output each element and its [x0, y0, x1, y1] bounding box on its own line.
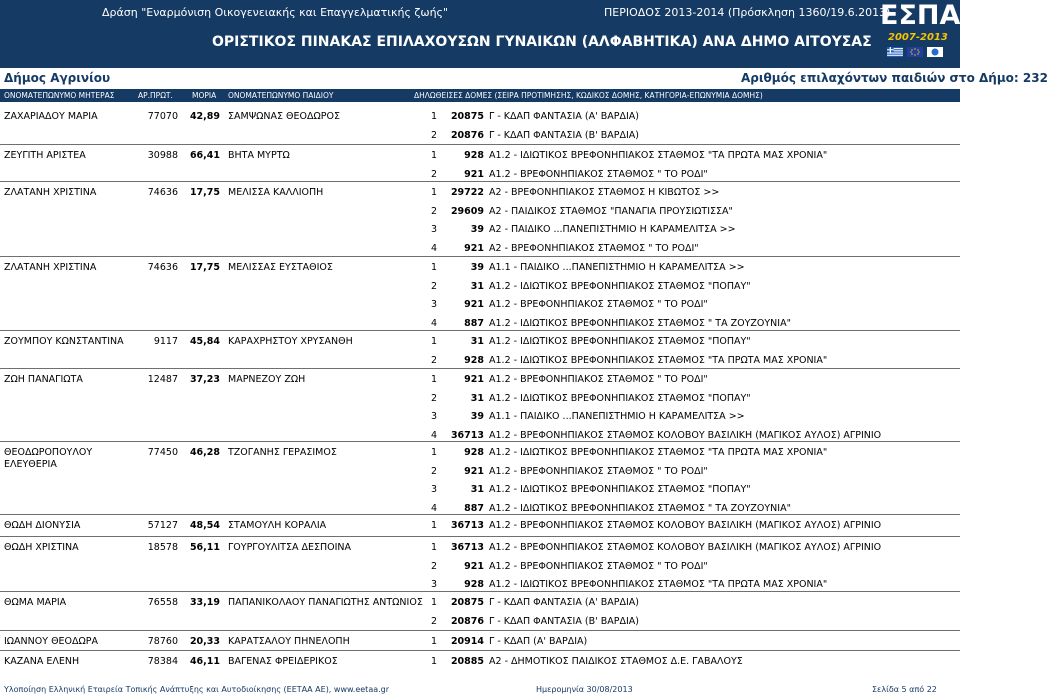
- structure-code: 921: [464, 465, 484, 477]
- logo-wordmark: ΕΣΠΑ: [880, 0, 961, 31]
- child-name: ΣΤΑΜΟΥΛΗ ΚΟΡΑΛΙΑ: [228, 520, 327, 531]
- points: 20,33: [189, 636, 220, 647]
- structure-code: 928: [464, 579, 484, 590]
- row-separator: [0, 630, 960, 631]
- structure-code: 921: [464, 168, 484, 180]
- mother-name: ΖΑΧΑΡΙΑΔΟΥ ΜΑΡΙΑ: [4, 111, 98, 122]
- child-name: ΓΟΥΡΓΟΥΛΙΤΣΑ ΔΕΣΠΟΙΝΑ: [228, 542, 352, 553]
- child-name: ΠΑΠΑΝΙΚΟΛΑΟΥ ΠΑΝΑΓΙΩΤΗΣ ΑΝΤΩΝΙΟΣ: [228, 597, 423, 608]
- footer-date: Ημερομηνία 30/08/2013: [536, 685, 633, 694]
- preference-order: 1: [431, 656, 438, 667]
- structure-name: Γ - ΚΔΑΠ ΦΑΝΤΑΣΙΑ (Α' ΒΑΡΔΙΑ): [489, 111, 639, 122]
- structure-code: 20875: [450, 111, 484, 122]
- preference-order: 1: [431, 520, 438, 531]
- structure-name: Α1.2 - ΒΡΕΦΟΝΗΠΙΑΚΟΣ ΣΤΑΘΜΟΣ " ΤΟ ΡΟΔΙ": [489, 560, 708, 572]
- protocol-number: 18578: [147, 542, 178, 553]
- structure-name: Α1.2 - ΙΔΙΩΤΙΚΟΣ ΒΡΕΦΟΝΗΠΙΑΚΟΣ ΣΤΑΘΜΟΣ "ΤΑ ΠΡΩΤΑ ΜΑΣ ΧΡΟΝΙΑ": [489, 447, 828, 458]
- structure-name: Α1.1 - ΠΑΙΔΙΚΟ ...ΠΑΝΕΠΙΣΤΗΜΙΟ Η ΚΑΡΑΜΕΛΙΤΣΑ >>: [489, 262, 745, 273]
- preference-order: 1: [431, 111, 438, 122]
- preference-order: 2: [431, 465, 438, 477]
- points: 17,75: [189, 262, 220, 273]
- structure-code: 928: [464, 150, 484, 161]
- preference-order: 1: [431, 447, 438, 458]
- preference-order: 2: [431, 280, 438, 292]
- row-separator: [0, 441, 960, 442]
- structure-code: 928: [464, 447, 484, 458]
- structure-name: Α1.2 - ΙΔΙΩΤΙΚΟΣ ΒΡΕΦΟΝΗΠΙΑΚΟΣ ΣΤΑΘΜΟΣ " ΤΑ ΖΟΥΖΟΥΝΙΑ": [489, 502, 791, 514]
- structure-name: Α1.2 - ΒΡΕΦΟΝΗΠΙΑΚΟΣ ΣΤΑΘΜΟΣ ΚΟΛΟΒΟΥ ΒΑΣΙΛΙΚΗ (ΜΑΓΙΚΟΣ ΑΥΛΟΣ) ΑΓΡΙΝΙΟ: [489, 542, 882, 553]
- structure-code: 36713: [450, 520, 484, 531]
- structure-code: 31: [470, 392, 484, 404]
- protocol-number: 77450: [147, 447, 178, 458]
- child-name: ΜΕΛΙΣΣΑΣ ΕΥΣΤΑΘΙΟΣ: [228, 262, 333, 273]
- protocol-number: 76558: [147, 597, 178, 608]
- structure-code: 36713: [450, 429, 484, 441]
- structure-code: 20914: [450, 636, 484, 647]
- preference-order: 3: [431, 484, 438, 495]
- points: 46,11: [189, 656, 220, 667]
- structure-name: Γ - ΚΔΑΠ (Α' ΒΑΡΔΙΑ): [489, 636, 588, 647]
- protocol-number: 74636: [147, 262, 178, 273]
- structure-code: 39: [470, 224, 484, 235]
- row-separator: [0, 368, 960, 369]
- child-name: ΒΗΤΑ ΜΥΡΤΩ: [228, 150, 290, 161]
- footer-org: Υλοποίηση Ελληνική Εταιρεία Τοπικής Ανάπτυξης και Αυτοδιοίκησης (ΕΕΤΑΑ ΑΕ), www.eetaa.gr: [4, 685, 390, 694]
- structure-code: 29722: [450, 187, 484, 198]
- structure-code: 921: [464, 374, 484, 385]
- row-separator: [0, 591, 960, 592]
- row-separator: [0, 181, 960, 182]
- structure-code: 928: [464, 354, 484, 366]
- preference-order: 4: [431, 429, 438, 441]
- structure-name: Α1.2 - ΙΔΙΩΤΙΚΟΣ ΒΡΕΦΟΝΗΠΙΑΚΟΣ ΣΤΑΘΜΟΣ "ΠΟΠΑΥ": [489, 392, 751, 404]
- structure-name: Α2 - ΒΡΕΦΟΝΗΠΙΑΚΟΣ ΣΤΑΘΜΟΣ Η ΚΙΒΩΤΟΣ >>: [489, 187, 720, 198]
- protocol-number: 78384: [147, 656, 178, 667]
- child-name: ΜΑΡΝΕΖΟΥ ΖΩΗ: [228, 374, 306, 385]
- row-separator: [0, 256, 960, 257]
- structure-name: Α1.2 - ΒΡΕΦΟΝΗΠΙΑΚΟΣ ΣΤΑΘΜΟΣ " ΤΟ ΡΟΔΙ": [489, 465, 708, 477]
- structure-name: Α1.2 - ΒΡΕΦΟΝΗΠΙΑΚΟΣ ΣΤΑΘΜΟΣ ΚΟΛΟΒΟΥ ΒΑΣΙΛΙΚΗ (ΜΑΓΙΚΟΣ ΑΥΛΟΣ) ΑΓΡΙΝΙΟ: [489, 429, 882, 441]
- mother-name: ΖΛΑΤΑΝΗ ΧΡΙΣΤΙΝΑ: [4, 187, 97, 198]
- logo-years: 2007-2013: [888, 32, 948, 43]
- points: 48,54: [189, 520, 220, 531]
- row-separator: [0, 536, 960, 537]
- row-separator: [0, 650, 960, 651]
- mother-name: ΖΛΑΤΑΝΗ ΧΡΙΣΤΙΝΑ: [4, 262, 97, 273]
- structure-name: Α1.2 - ΒΡΕΦΟΝΗΠΙΑΚΟΣ ΣΤΑΘΜΟΣ " ΤΟ ΡΟΔΙ": [489, 299, 708, 310]
- structure-name: Α1.2 - ΒΡΕΦΟΝΗΠΙΑΚΟΣ ΣΤΑΘΜΟΣ " ΤΟ ΡΟΔΙ": [489, 168, 708, 180]
- preference-order: 1: [431, 374, 438, 385]
- row-separator: [0, 514, 960, 515]
- preference-order: 1: [431, 597, 438, 608]
- children-count-value: 232: [1022, 71, 1048, 85]
- structure-name: Α1.2 - ΙΔΙΩΤΙΚΟΣ ΒΡΕΦΟΝΗΠΙΑΚΟΣ ΣΤΑΘΜΟΣ " ΤΑ ΖΟΥΖΟΥΝΙΑ": [489, 317, 791, 329]
- district-name: Δήμος Αγρινίου: [4, 71, 111, 85]
- structure-name: Α2 - ΔΗΜΟΤΙΚΟΣ ΠΑΙΔΙΚΟΣ ΣΤΑΘΜΟΣ Δ.Ε. ΓΑΒΑΛΟΥΣ: [489, 656, 743, 667]
- col-mother: ΟΝΟΜΑΤΕΠΩΝΥΜΟ ΜΗΤΕΡΑΣ: [4, 91, 115, 100]
- mother-name: ΖΕΥΓΙΤΗ ΑΡΙΣΤΕΑ: [4, 150, 86, 161]
- structure-code: 921: [464, 560, 484, 572]
- preference-order: 1: [431, 262, 438, 273]
- protocol-number: 74636: [147, 187, 178, 198]
- col-structures: ΔΗΛΩΘΕΙΣΕΣ ΔΟΜΕΣ (ΣΕΙΡΑ ΠΡΟΤΙΜΗΣΗΣ, ΚΩΔΙΚΟΣ ΔΟΜΗΣ, ΚΑΤΗΓΟΡΙΑ-ΕΠΩΝΥΜΙΑ ΔΟΜΗΣ): [414, 91, 763, 100]
- structure-code: 20876: [450, 129, 484, 141]
- child-name: ΣΑΜΨΩΝΑΣ ΘΕΟΔΩΡΟΣ: [228, 111, 340, 122]
- protocol-number: 77070: [147, 111, 178, 122]
- structure-name: Α1.2 - ΙΔΙΩΤΙΚΟΣ ΒΡΕΦΟΝΗΠΙΑΚΟΣ ΣΤΑΘΜΟΣ "ΤΑ ΠΡΩΤΑ ΜΑΣ ΧΡΟΝΙΑ": [489, 150, 828, 161]
- structure-code: 921: [464, 242, 484, 254]
- structure-code: 31: [470, 484, 484, 495]
- points: 17,75: [189, 187, 220, 198]
- structure-name: Α2 - ΠΑΙΔΙΚΟΣ ΣΤΑΘΜΟΣ "ΠΑΝΑΓΙΑ ΠΡΟΥΣΙΩΤΙΣΣΑ": [489, 205, 733, 217]
- structure-name: Α1.2 - ΙΔΙΩΤΙΚΟΣ ΒΡΕΦΟΝΗΠΙΑΚΟΣ ΣΤΑΘΜΟΣ "ΤΑ ΠΡΩΤΑ ΜΑΣ ΧΡΟΝΙΑ": [489, 354, 828, 366]
- structure-name: Α2 - ΠΑΙΔΙΚΟ ...ΠΑΝΕΠΙΣΤΗΜΙΟ Η ΚΑΡΑΜΕΛΙΤΣΑ >>: [489, 224, 736, 235]
- structure-code: 887: [464, 317, 484, 329]
- structure-name: Α1.1 - ΠΑΙΔΙΚΟ ...ΠΑΝΕΠΙΣΤΗΜΙΟ Η ΚΑΡΑΜΕΛΙΤΣΑ >>: [489, 411, 745, 422]
- mother-name: ΚΑΖΑΝΑ ΕΛΕΝΗ: [4, 656, 80, 667]
- preference-order: 3: [431, 299, 438, 310]
- preference-order: 3: [431, 411, 438, 422]
- structure-code: 887: [464, 502, 484, 514]
- structure-name: Α2 - ΒΡΕΦΟΝΗΠΙΑΚΟΣ ΣΤΑΘΜΟΣ " ΤΟ ΡΟΔΙ": [489, 242, 699, 254]
- preference-order: 4: [431, 317, 438, 329]
- program-period: ΠΕΡΙΟΔΟΣ 2013-2014 (Πρόσκληση 1360/19.6.2013): [604, 6, 891, 19]
- structure-code: 20885: [450, 656, 484, 667]
- preference-order: 3: [431, 579, 438, 590]
- preference-order: 2: [431, 168, 438, 180]
- col-protocol: ΑΡ.ΠΡΩΤ.: [138, 91, 173, 100]
- structure-code: 921: [464, 299, 484, 310]
- mother-name: ΘΩΜΑ ΜΑΡΙΑ: [4, 597, 67, 608]
- structure-code: 39: [470, 411, 484, 422]
- row-separator: [0, 330, 960, 331]
- structure-code: 20876: [450, 615, 484, 627]
- preference-order: 2: [431, 354, 438, 366]
- children-count-label: Αριθμός επιλαχόντων παιδιών στο Δήμο:: [741, 71, 1019, 85]
- preference-order: 1: [431, 636, 438, 647]
- protocol-number: 78760: [147, 636, 178, 647]
- preference-order: 2: [431, 205, 438, 217]
- preference-order: 1: [431, 187, 438, 198]
- points: 56,11: [189, 542, 220, 553]
- child-name: ΚΑΡΑΤΣΑΛΟΥ ΠΗΝΕΛΟΠΗ: [228, 636, 350, 647]
- preference-order: 2: [431, 560, 438, 572]
- preference-order: 4: [431, 242, 438, 254]
- preference-order: 2: [431, 392, 438, 404]
- row-separator: [0, 144, 960, 145]
- structure-code: 36713: [450, 542, 484, 553]
- program-name: Δράση "Εναρμόνιση Οικογενειακής και Επαγγελματικής ζωής": [102, 6, 449, 19]
- col-child: ΟΝΟΜΑΤΕΠΩΝΥΜΟ ΠΑΙΔΙΟΥ: [228, 91, 334, 100]
- structure-name: Α1.2 - ΙΔΙΩΤΙΚΟΣ ΒΡΕΦΟΝΗΠΙΑΚΟΣ ΣΤΑΘΜΟΣ "ΠΟΠΑΥ": [489, 280, 751, 292]
- structure-code: 31: [470, 280, 484, 292]
- structure-code: 39: [470, 262, 484, 273]
- preference-order: 1: [431, 336, 438, 347]
- mother-name: ΘΕΟΔΩΡΟΠΟΥΛΟΥ: [4, 447, 93, 458]
- structure-name: Α1.2 - ΒΡΕΦΟΝΗΠΙΑΚΟΣ ΣΤΑΘΜΟΣ ΚΟΛΟΒΟΥ ΒΑΣΙΛΙΚΗ (ΜΑΓΙΚΟΣ ΑΥΛΟΣ) ΑΓΡΙΝΙΟ: [489, 520, 882, 531]
- footer-page: Σελίδα 5 από 22: [872, 685, 937, 694]
- structure-code: 29609: [450, 205, 484, 217]
- structure-name: Α1.2 - ΙΔΙΩΤΙΚΟΣ ΒΡΕΦΟΝΗΠΙΑΚΟΣ ΣΤΑΘΜΟΣ "ΠΟΠΑΥ": [489, 484, 751, 495]
- protocol-number: 57127: [147, 520, 178, 531]
- points: 33,19: [189, 597, 220, 608]
- points: 66,41: [189, 150, 220, 161]
- mother-name: ΘΩΔΗ ΔΙΟΝΥΣΙΑ: [4, 520, 81, 531]
- points: 46,28: [189, 447, 220, 458]
- child-name: ΜΕΛΙΣΣΑ ΚΑΛΛΙΟΠΗ: [228, 187, 324, 198]
- preference-order: 3: [431, 224, 438, 235]
- col-points: ΜΟΡΙΑ: [192, 91, 217, 100]
- preference-order: 1: [431, 150, 438, 161]
- protocol-number: 9117: [153, 336, 178, 347]
- structure-name: Γ - ΚΔΑΠ ΦΑΝΤΑΣΙΑ (Β' ΒΑΡΔΙΑ): [489, 129, 639, 141]
- child-name: ΚΑΡΑΧΡΗΣΤΟΥ ΧΡΥΣΑΝΘΗ: [228, 336, 353, 347]
- structure-name: Α1.2 - ΒΡΕΦΟΝΗΠΙΑΚΟΣ ΣΤΑΘΜΟΣ " ΤΟ ΡΟΔΙ": [489, 374, 708, 385]
- mother-name: ΖΩΗ ΠΑΝΑΓΙΩΤΑ: [4, 374, 83, 385]
- mother-name: ΖΟΥΜΠΟΥ ΚΩΝΣΤΑΝΤΙΝΑ: [4, 336, 124, 347]
- child-name: ΤΖΟΓΑΝΗΣ ΓΕΡΑΣΙΜΟΣ: [228, 447, 337, 458]
- structure-code: 31: [470, 336, 484, 347]
- child-name: ΒΑΓΕΝΑΣ ΦΡΕΙΔΕΡΙΚΟΣ: [228, 656, 338, 667]
- protocol-number: 30988: [147, 150, 178, 161]
- preference-order: 1: [431, 542, 438, 553]
- page-title: ΟΡΙΣΤΙΚΟΣ ΠΙΝΑΚΑΣ ΕΠΙΛΑΧΟΥΣΩΝ ΓΥΝΑΙΚΩΝ (ΑΛΦΑΒΗΤΙΚΑ) ΑΝΑ ΔΗΜΟ ΑΙΤΟΥΣΑΣ: [212, 34, 872, 50]
- mother-name-line2: ΕΛΕΥΘΕΡΙΑ: [4, 459, 57, 470]
- mother-name: ΙΩΑΝΝΟΥ ΘΕΟΔΩΡΑ: [4, 636, 99, 647]
- protocol-number: 12487: [147, 374, 178, 385]
- points: 37,23: [189, 374, 220, 385]
- preference-order: 2: [431, 615, 438, 627]
- structure-name: Γ - ΚΔΑΠ ΦΑΝΤΑΣΙΑ (Α' ΒΑΡΔΙΑ): [489, 597, 639, 608]
- structure-name: Γ - ΚΔΑΠ ΦΑΝΤΑΣΙΑ (Β' ΒΑΡΔΙΑ): [489, 615, 639, 627]
- structure-code: 20875: [450, 597, 484, 608]
- mother-name: ΘΩΔΗ ΧΡΙΣΤΙΝΑ: [4, 542, 79, 553]
- points: 42,89: [189, 111, 220, 122]
- preference-order: 4: [431, 502, 438, 514]
- structure-name: Α1.2 - ΙΔΙΩΤΙΚΟΣ ΒΡΕΦΟΝΗΠΙΑΚΟΣ ΣΤΑΘΜΟΣ "ΠΟΠΑΥ": [489, 336, 751, 347]
- points: 45,84: [189, 336, 220, 347]
- preference-order: 2: [431, 129, 438, 141]
- structure-name: Α1.2 - ΙΔΙΩΤΙΚΟΣ ΒΡΕΦΟΝΗΠΙΑΚΟΣ ΣΤΑΘΜΟΣ "ΤΑ ΠΡΩΤΑ ΜΑΣ ΧΡΟΝΙΑ": [489, 579, 828, 590]
